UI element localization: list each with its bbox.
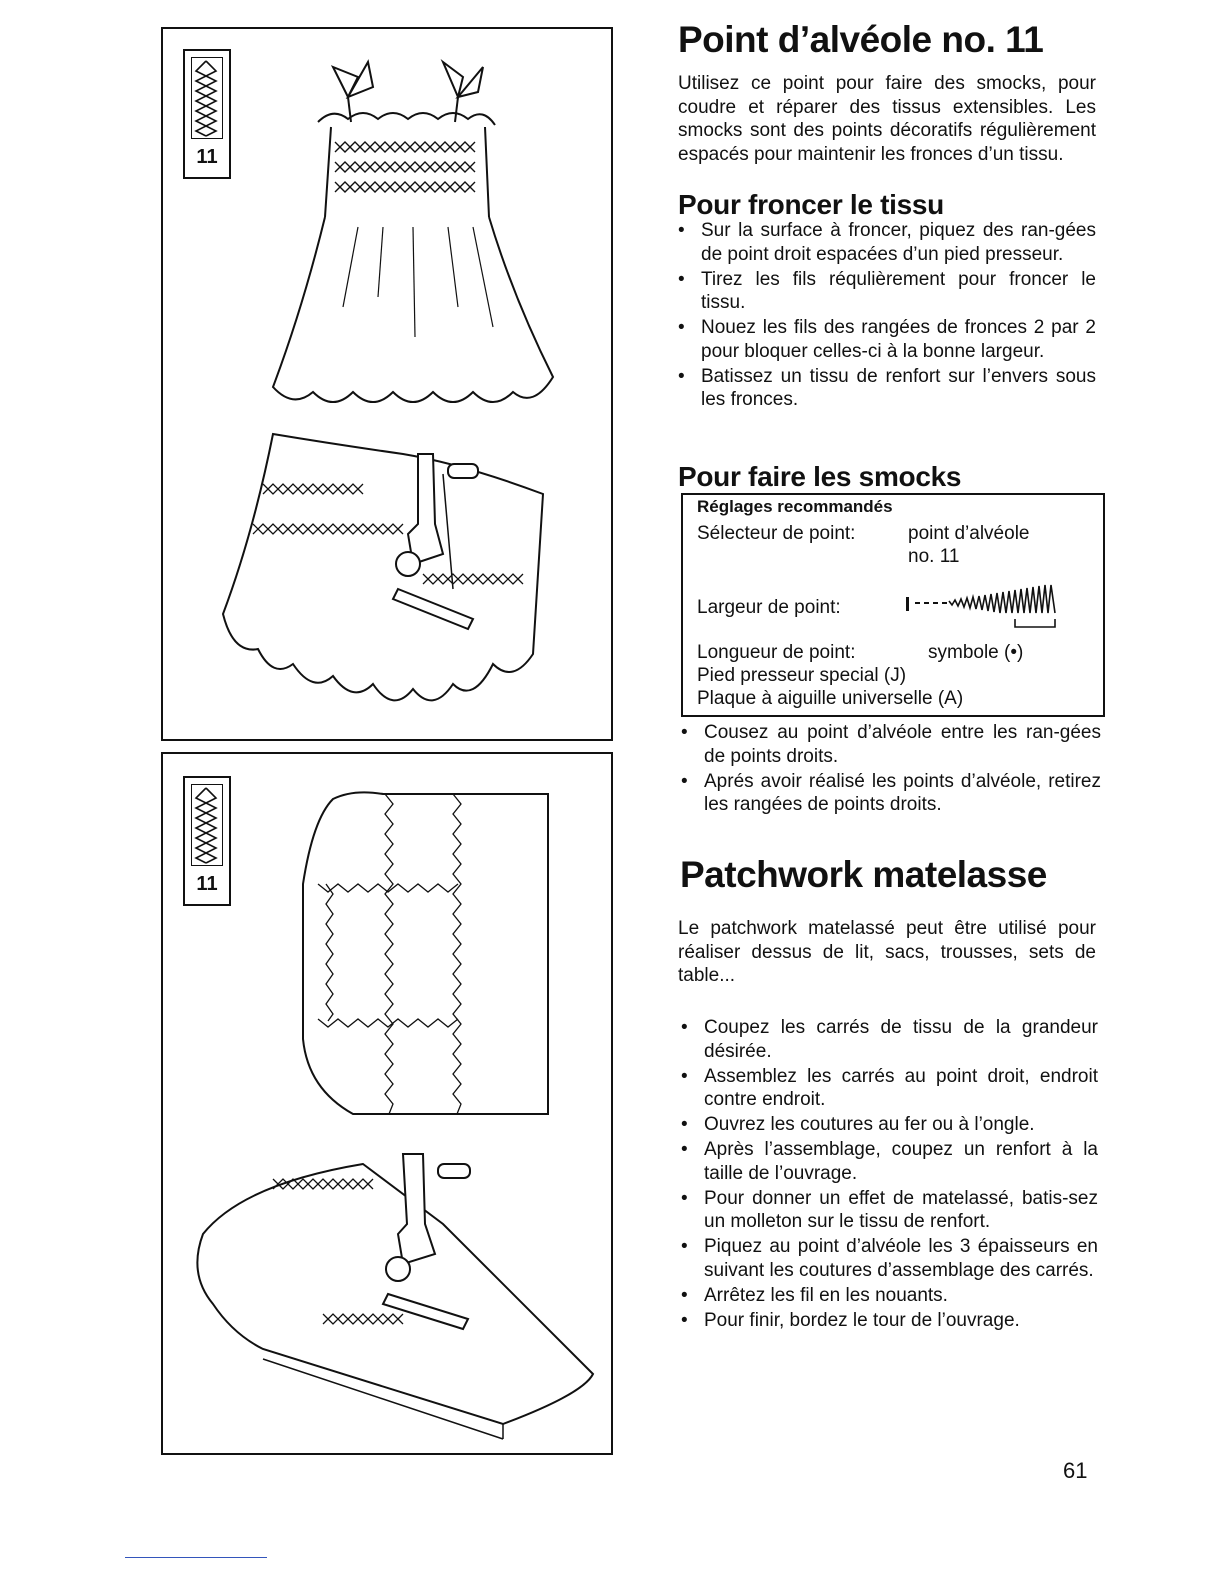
smocks-steps-list (681, 721, 1101, 818)
list-item: • Pour finir, bordez le tour de l’ouvrage. (681, 1309, 1020, 1331)
stitch-length-value: symbole (•) (928, 642, 1024, 663)
list-item: • Arrêtez les fil en les nouants. (681, 1284, 948, 1306)
list-item: • Pour donner un effet de matelassé, batis-sez un molleton sur le tissu de renfort. (681, 1187, 1098, 1232)
smocked-dress-illustration (263, 47, 563, 417)
honeycomb-stitch-icon (191, 784, 223, 866)
list-item: • Sur la surface à froncer, piquez des ran-gées de point droit espacées d’un pied presseur. (678, 220, 1096, 265)
quilting-sewing-illustration (183, 1144, 603, 1444)
section-title-smocks: Pour faire les smocks (678, 461, 962, 492)
smocking-sewing-illustration (203, 414, 583, 724)
footer-divider (125, 1557, 267, 1558)
stitch-length-label: Longueur de point: (697, 642, 856, 663)
patchwork-squares-illustration (293, 789, 563, 1119)
section-title-gathering: Pour froncer le tissu (678, 189, 944, 220)
stitch-selector-value-2: no. 11 (908, 546, 960, 567)
honeycomb-intro-paragraph: Utilisez ce point pour faire des smocks, pour coudre et réparer des tissus extensibles. Les smocks sont des points décoratifs régulièrement espacés pour maintenir les fronces d’un tissu. (678, 73, 1096, 165)
recommended-settings-box (681, 493, 1105, 717)
presser-foot-setting: Pied presseur special (J) (697, 665, 907, 686)
list-item: • Après l’assemblage, coupez un renfort à la taille de l’ouvrage. (681, 1139, 1098, 1184)
stitch-selector-value: point d’alvéole (908, 523, 1030, 544)
patchwork-steps-list (681, 1016, 1098, 1334)
stitch-number: 11 (196, 146, 218, 168)
stitch-pattern-badge (183, 49, 231, 179)
list-item: • Coupez les carrés de tissu de la grandeur désirée. (681, 1017, 1098, 1062)
page-number: 61 (1063, 1458, 1088, 1483)
needle-plate-setting: Plaque à aiguille universelle (A) (697, 688, 964, 709)
section-title-patchwork: Patchwork matelasse (680, 854, 1047, 895)
stitch-width-dial-icon (905, 583, 1065, 631)
list-item: • Ouvrez les coutures au fer ou à l’ongle. (681, 1114, 1035, 1135)
stitch-number: 11 (196, 873, 218, 895)
list-item: • Aprés avoir réalisé les points d’alvéole, retirez les rangées de points droits. (681, 770, 1101, 815)
illustration-panel-smocking (161, 27, 613, 741)
section-title-honeycomb: Point d’alvéole no. 11 (678, 19, 1044, 60)
stitch-pattern-badge (183, 776, 231, 906)
list-item: • Batissez un tissu de renfort sur l’envers sous les fronces. (678, 365, 1096, 410)
illustration-panel-patchwork (161, 752, 613, 1455)
patchwork-intro-paragraph: Le patchwork matelassé peut être utilisé pour réaliser dessus de lit, sacs, trousses, sets de table... (678, 918, 1096, 986)
list-item: • Cousez au point d’alvéole entre les ran-gées de points droits. (681, 722, 1101, 767)
gathering-steps-list (678, 219, 1096, 413)
list-item: • Piquez au point d’alvéole les 3 épaisseurs en suivant les coutures d’assemblage des carrés. (681, 1236, 1098, 1281)
settings-heading: Réglages recommandés (697, 497, 893, 516)
stitch-selector-label: Sélecteur de point: (697, 523, 856, 544)
stitch-width-label: Largeur de point: (697, 597, 841, 618)
list-item: • Tirez les fils réqulièrement pour froncer le tissu. (678, 268, 1096, 313)
list-item: • Nouez les fils des rangées de fronces 2 par 2 pour bloquer celles-ci à la bonne largeur. (678, 317, 1096, 362)
list-item: • Assemblez les carrés au point droit, endroit contre endroit. (681, 1065, 1098, 1110)
honeycomb-stitch-icon (191, 57, 223, 139)
